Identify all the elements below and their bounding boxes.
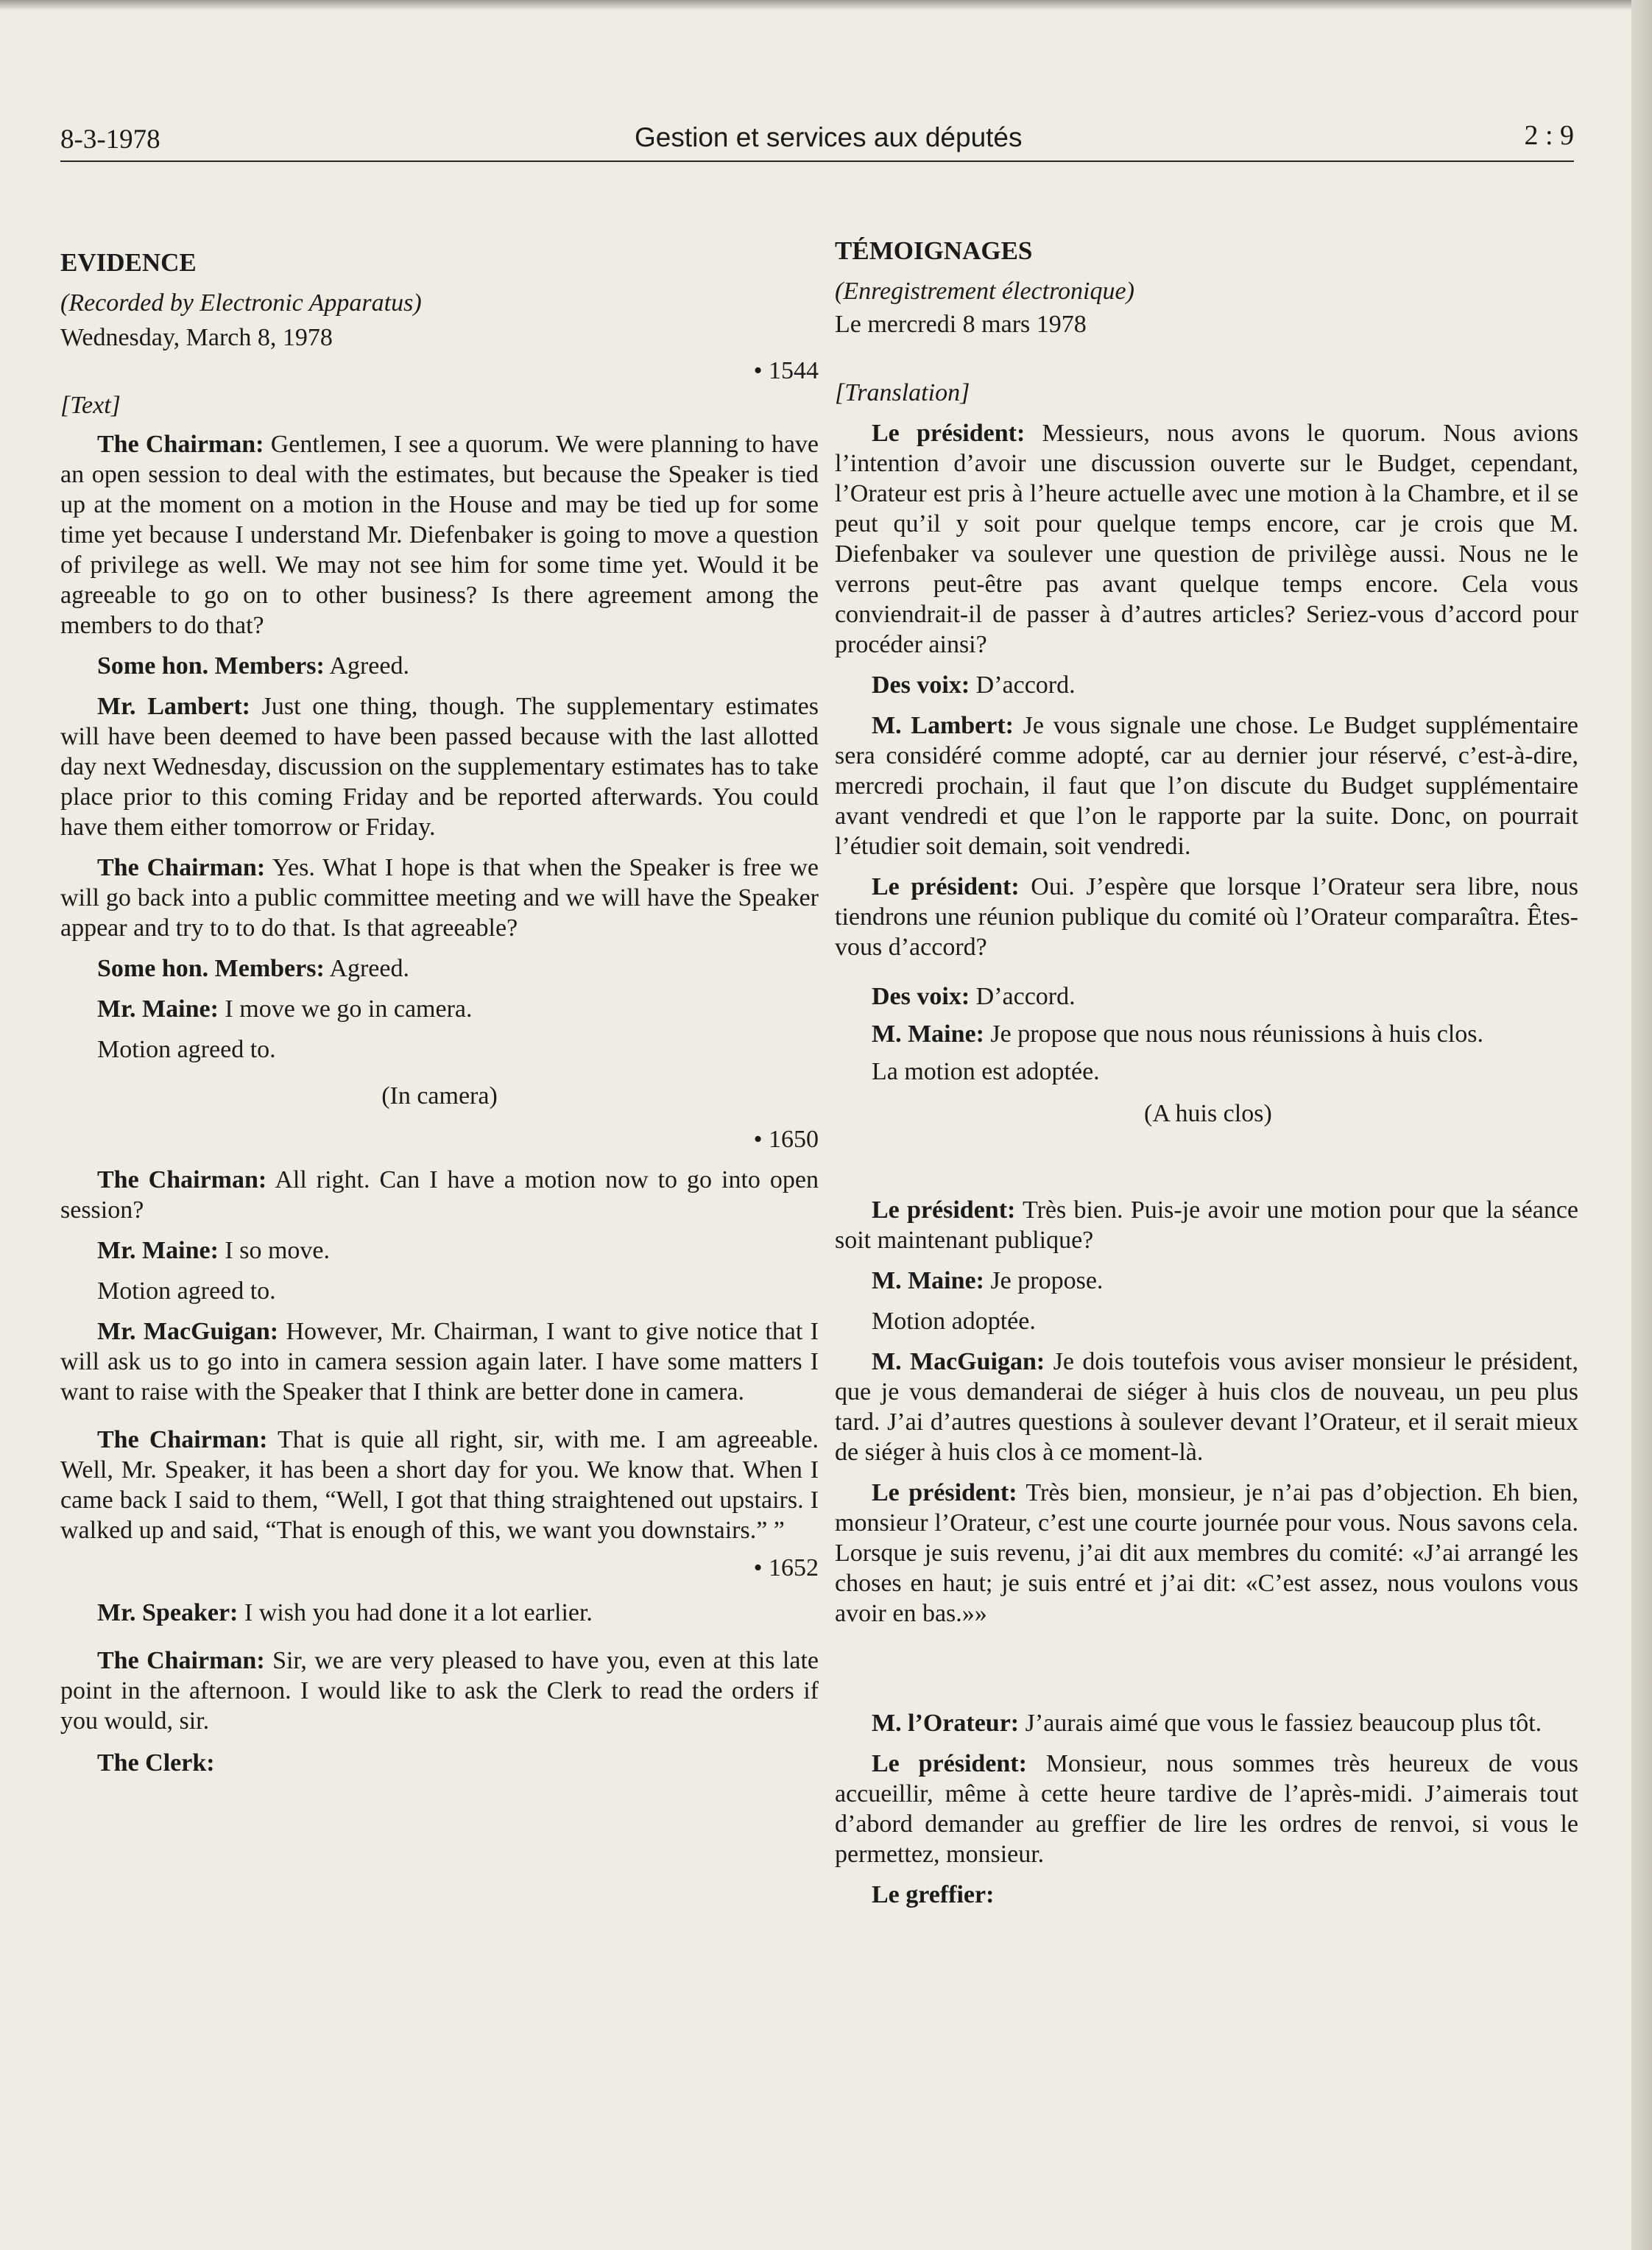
speaker-name: The Chairman: [97, 1166, 267, 1193]
paragraph [60, 994, 819, 1024]
translation-tag: [Translation] [835, 379, 970, 406]
paragraph [835, 872, 1578, 962]
speaker-name: Mr. Speaker: [97, 1599, 239, 1626]
recording-note: (Enregistrement électronique) [835, 278, 1134, 305]
paragraph [835, 1266, 1578, 1296]
paragraph [835, 981, 1578, 1012]
paragraph [60, 1235, 819, 1266]
paragraph-text: D’accord. [970, 983, 1076, 1010]
time-marker: • 1652 [753, 1554, 819, 1581]
speaker-name: Des voix: [872, 671, 970, 699]
page-header [60, 116, 1574, 162]
header-date: 8-3-1978 [60, 124, 160, 155]
paragraph [835, 1880, 1578, 1910]
in-camera-note: (A huis clos) [1144, 1100, 1272, 1127]
paragraph [60, 1598, 819, 1628]
speaker-name: The Chairman: [97, 431, 264, 458]
speaker-name: M. l’Orateur: [872, 1710, 1020, 1737]
paragraph-text: Agreed. [324, 955, 409, 982]
speaker-name: Des voix: [872, 983, 970, 1010]
paragraph-text: I wish you had done it a lot earlier. [238, 1599, 593, 1626]
text-tag: [Text] [60, 392, 121, 419]
paragraph-text: Monsieur, nous sommes très heureux de vous accueillir, même à cette heure tardive de l’après-midi. J’aimerais tout d’abord demander au greffier de lire les ordres de renvoi, si vous le permettez, monsieur. [835, 1750, 1578, 1868]
speaker-name: The Clerk: [97, 1749, 215, 1777]
paragraph [60, 953, 819, 984]
paragraph [60, 429, 819, 641]
speaker-name: Le greffier: [872, 1881, 995, 1908]
paragraph [835, 1195, 1578, 1255]
speaker-name: Le président: [872, 1196, 1016, 1224]
paragraph [835, 1478, 1578, 1629]
temoignages-title: TÉMOIGNAGES [835, 236, 1033, 265]
paragraph [835, 710, 1578, 861]
paragraph-text: Je dois toutefois vous aviser monsieur le président, que je vous demanderai de siéger à huis clos de nouveau, un peu plus tard. J’ai d’autres questions à soulever devant l’Orateur, et il serait mieux de siéger à huis clos à ce moment-là. [835, 1348, 1578, 1466]
paragraph-text: Just one thing, though. The supplementary estimates will have been deemed to have been passed because with the last allotted day next Wednesday, discussion on the supplementary estimates has to take place prior to this coming Friday and be reported afterwards. You could have them either tomorrow or Friday. [60, 693, 819, 841]
speaker-name: M. MacGuigan: [872, 1348, 1045, 1375]
paragraph [835, 1019, 1578, 1049]
paragraph-text: All right. Can I have a motion now to go into open session? [60, 1166, 819, 1224]
paragraph [835, 418, 1578, 660]
paragraph [835, 1708, 1578, 1738]
speaker-name: Mr. Lambert: [97, 693, 250, 720]
paragraph [835, 670, 1578, 700]
paragraph-text: Agreed. [324, 652, 409, 680]
paragraph-text: Je propose. [984, 1267, 1104, 1294]
paragraph-text: Très bien. Puis-je avoir une motion pour que la séance soit maintenant publique? [835, 1196, 1579, 1254]
speaker-name: Some hon. Members: [97, 652, 325, 680]
speaker-name: Le président: [872, 1479, 1017, 1506]
speaker-name: The Chairman: [97, 854, 266, 881]
paragraph-text: Yes. What I hope is that when the Speaker is free we will go back into a public committee meeting and we will have the Speaker appear and try to to do that. Is that agreeable? [60, 854, 819, 942]
speaker-name: M. Lambert: [872, 712, 1014, 739]
recording-note: (Recorded by Electronic Apparatus) [60, 289, 422, 317]
paragraph-text: Sir, we are very pleased to have you, even at this late point in the afternoon. I would like to ask the Clerk to read the orders if you would, sir. [60, 1647, 819, 1735]
paragraph-text: I so move. [218, 1237, 331, 1264]
time-marker: • 1544 [753, 357, 819, 384]
motion-result: Motion agreed to. [97, 1277, 276, 1305]
page-right-edge [1631, 0, 1652, 2250]
paragraph [60, 1316, 819, 1407]
french-column [835, 236, 1578, 1910]
paragraph [60, 691, 819, 842]
paragraph [835, 1347, 1578, 1467]
paragraph [60, 1165, 819, 1225]
time-marker: • 1650 [753, 1126, 819, 1153]
paragraph-text: Très bien, monsieur, je n’ai pas d’objection. Eh bien, monsieur l’Orateur, c’est une courte journée pour vous. Nous savons cela. Lorsque je suis revenu, j’ai dit aux membres du comité: «J’ai arrangé les choses en haut; je suis entré et j’ai dit: «C’est assez, nous voulons vous avoir en bas.»» [835, 1479, 1579, 1627]
speaker-name: The Chairman: [97, 1647, 265, 1674]
speaker-name: Mr. Maine: [97, 995, 219, 1023]
paragraph-text: However, Mr. Chairman, I want to give notice that I will ask us to go into in camera session again later. I have some matters I want to raise with the Speaker that I think are better done in camera. [60, 1318, 819, 1406]
motion-result: Motion adoptée. [872, 1308, 1036, 1335]
paragraph [60, 1748, 819, 1778]
speaker-name: Le président: [872, 420, 1026, 447]
paragraph [60, 853, 819, 943]
paragraph-text: Gentlemen, I see a quorum. We were planning to have an open session to deal with the estimates, but because the Speaker is tied up at the moment on a motion in the House and may be tied up for some time yet because I understand Mr. Diefenbaker is going to move a question of privilege as well. We may not see him for some time yet. Would it be agreeable to go on to other business? Is there agreement among the members to do that? [60, 431, 819, 639]
speaker-name: M. Maine: [872, 1020, 984, 1048]
header-title: Gestion et services aux députés [635, 122, 1023, 152]
speaker-name: Some hon. Members: [97, 955, 325, 982]
header-page-number: 2 : 9 [1524, 120, 1574, 151]
paragraph-text: D’accord. [970, 671, 1076, 699]
english-column [60, 236, 819, 1778]
paragraph-text: That is quie all right, sir, with me. I am agreeable. Well, Mr. Speaker, it has been a short day for you. We know that. When I came back I said to them, “Well, I got that thing straightened out upstairs. I walked up and said, “That is enough of this, we want you downstairs.” ” [60, 1426, 819, 1544]
speaker-name: Mr. Maine: [97, 1237, 219, 1264]
speaker-name: Le président: [872, 1750, 1027, 1777]
in-camera-note: (In camera) [381, 1082, 498, 1110]
page-top-shadow [0, 0, 1652, 10]
paragraph-text: Je vous signale une chose. Le Budget supplémentaire sera considéré comme adopté, car au dernier jour réservé, c’est-à-dire, mercredi prochain, il faut que l’on discute du Budget supplémentaire avant vendredi et que l’on le rapporte par la suite. Donc, on pourrait l’étudier soit demain, soit vendredi. [835, 712, 1579, 860]
speaker-name: M. Maine: [872, 1267, 984, 1294]
speaker-name: Le président: [872, 873, 1020, 900]
paragraph [835, 1749, 1578, 1869]
motion-result: Motion agreed to. [97, 1036, 276, 1063]
speaker-name: The Chairman: [97, 1426, 268, 1453]
paragraph [60, 1425, 819, 1545]
paragraph-text: I move we go in camera. [218, 995, 473, 1023]
motion-result: La motion est adoptée. [872, 1058, 1100, 1085]
paragraph-text: Oui. J’espère que lorsque l’Orateur sera libre, nous tiendrons une réunion publique du comité où l’Orateur comparaîtra. Êtes-vous d’accord? [835, 873, 1578, 961]
paragraph [60, 1646, 819, 1736]
speaker-name: Mr. MacGuigan: [97, 1318, 279, 1345]
paragraph [60, 651, 819, 681]
paragraph-text: J’aurais aimé que vous le fassiez beaucoup plus tôt. [1019, 1710, 1542, 1737]
session-date: Le mercredi 8 mars 1978 [835, 311, 1087, 338]
evidence-title: EVIDENCE [60, 248, 197, 277]
paragraph-text: Messieurs, nous avons le quorum. Nous avions l’intention d’avoir une discussion ouverte sur le Budget, cependant, l’Orateur est pris à l’heure actuelle avec une motion à la Chambre, et il se peut qu’il y soit pour quelque temps encore, car je crois que M. Diefenbaker va soulever une question de privilège aussi. Nous ne le verrons peut-être pas avant quelque temps encore. Cela vous conviendrait-il de passer à d’autres articles? Seriez-vous d’accord pour procéder ainsi? [835, 420, 1578, 658]
paragraph-text: Je propose que nous nous réunissions à huis clos. [984, 1020, 1484, 1048]
session-date: Wednesday, March 8, 1978 [60, 324, 333, 351]
